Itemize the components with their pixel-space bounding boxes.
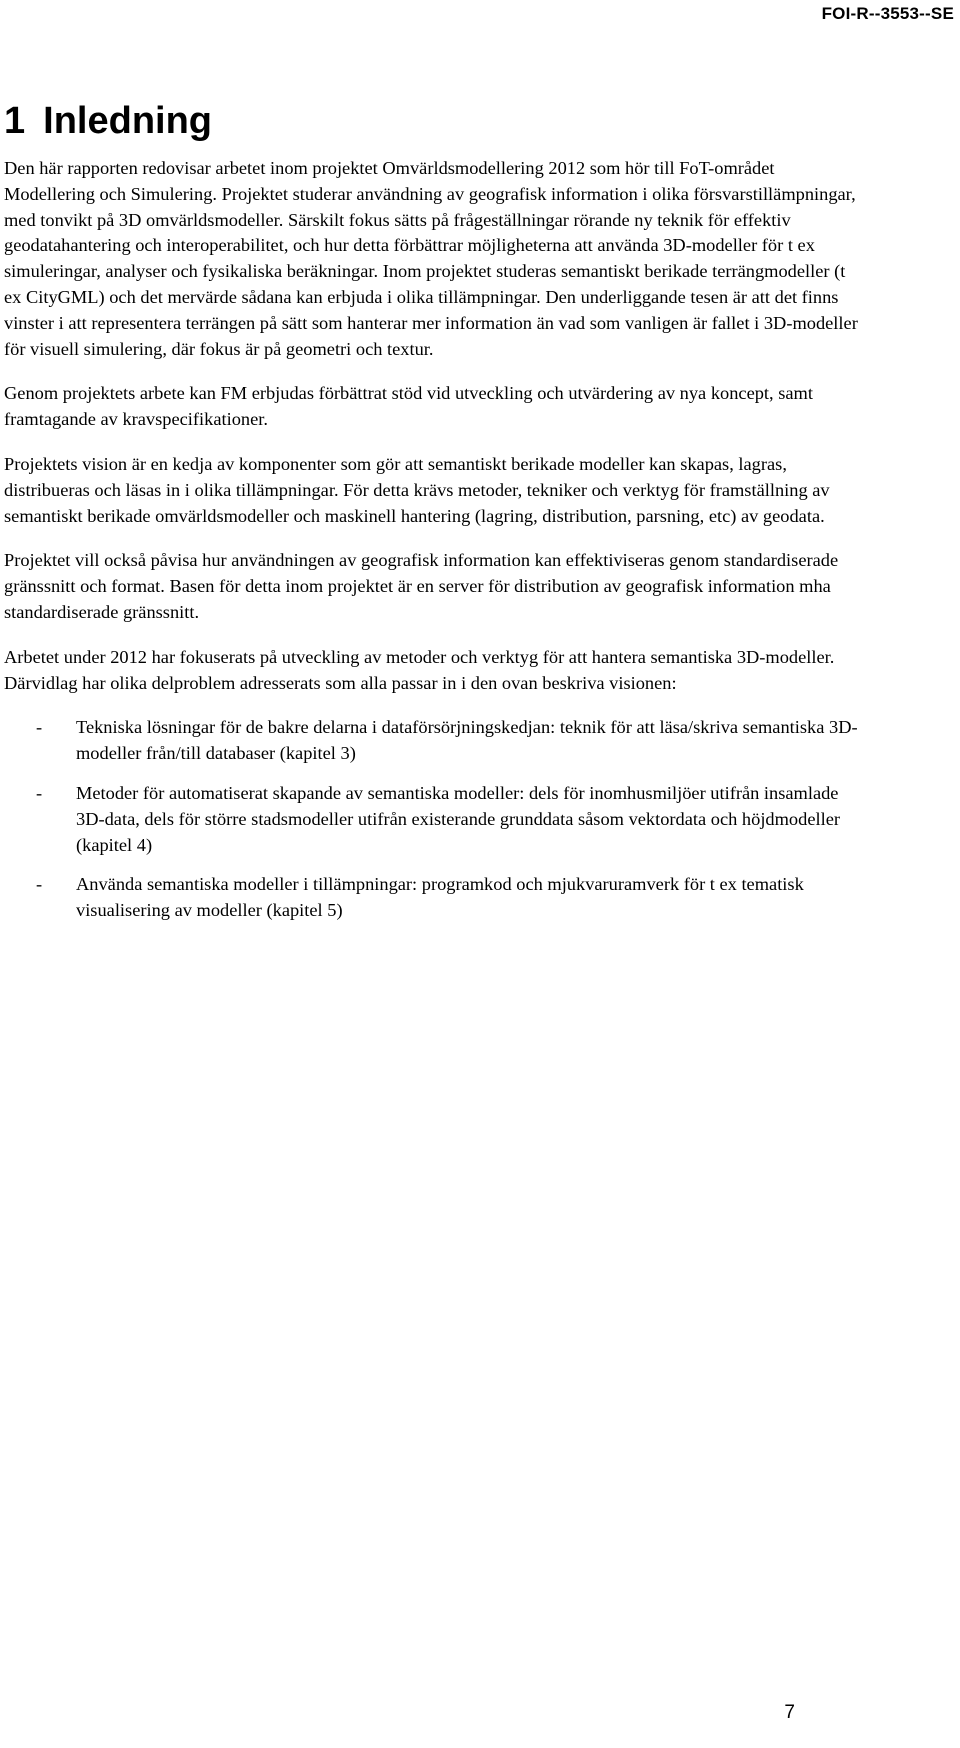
list-item-text: Använda semantiska modeller i tillämpningar: programkod och mjukvaruramverk för t ex tematisk visualisering av modeller (kapitel 5) [76, 874, 804, 921]
paragraph-vision: Projektets vision är en kedja av komponenter som gör att semantiskt berikade modeller kan skapas, lagras, distribueras och läsas in i olika tillämpningar. För detta krävs metoder, tekniker och verktyg för framställning av semantiskt berikade omvärldsmodeller och maskinell hantering (lagring, distribution, parsning, etc) av geodata. [4, 453, 830, 526]
chapter-number: 1 [4, 100, 26, 142]
list-marker: - [36, 717, 43, 738]
report-id: FOI-R--3553--SE [821, 4, 954, 23]
paragraph-work-2012: Arbetet under 2012 har fokuserats på utveckling av metoder och verktyg för att hantera semantiska 3D-modeller. Därvidlag har olika delproblem adresserats som alla passar in i den ovan beskriva visionen: [4, 646, 835, 693]
chapter-heading [4, 100, 860, 142]
paragraph-intro: Den här rapporten redovisar arbetet inom projektet Omvärldsmodellering 2012 som hör till FoT-området Modellering och Simulering. Projektet studerar användning av geografisk information i olika försvarstillämpningar, med tonvikt på 3D omvärldsmodeller. Särskilt fokus sätts på frågeställningar rörande ny teknik för effektiv geodatahantering och interoperabilitet, och hur detta förbättrar möjligheterna att använda 3D-modeller för t ex simuleringar, analyser och fysikaliska beräkningar. Inom projektet studeras semantiskt berikade terrängmodeller (t ex CityGML) och det mervärde sådana kan erbjuda i olika tillämpningar. Den underliggande tesen är att det finns vinster i att representera terrängen på sätt som hanterar mer information än vad som vanligen är fallet i 3D-modeller för visuell simulering, där fokus är på geometri och textur. [4, 158, 858, 359]
subproblem-list [4, 715, 860, 924]
paragraph-interfaces: Projektet vill också påvisa hur användningen av geografisk information kan effektiviseras genom standardiserade gränssnitt och format. Basen för detta inom projektet är en server för distribution av geografisk information mha standardiserade gränssnitt. [4, 550, 839, 622]
list-item [4, 781, 860, 858]
list-marker: - [36, 782, 43, 803]
list-item [4, 715, 860, 767]
list-item-text: Tekniska lösningar för de bakre delarna i dataförsörjningskedjan: teknik för att läsa/skriva semantiska 3D-modeller från/till databaser (kapitel 3) [76, 717, 858, 764]
page-body [4, 100, 860, 938]
chapter-title: Inledning [43, 100, 213, 142]
list-item-text: Metoder för automatiserat skapande av semantiska modeller: dels för inomhusmiljöer utifrån insamlade 3D-data, dels för större stadsmodeller utifrån existerande grunddata såsom vektordata och höjdmodeller (kapitel 4) [76, 782, 840, 855]
list-item [4, 872, 860, 924]
paragraph-fm-support: Genom projektets arbete kan FM erbjudas förbättrat stöd vid utveckling och utvärdering av nya koncept, samt framtagande av kravspecifikationer. [4, 383, 813, 430]
page-number: 7 [784, 1702, 795, 1723]
list-marker: - [36, 874, 43, 895]
